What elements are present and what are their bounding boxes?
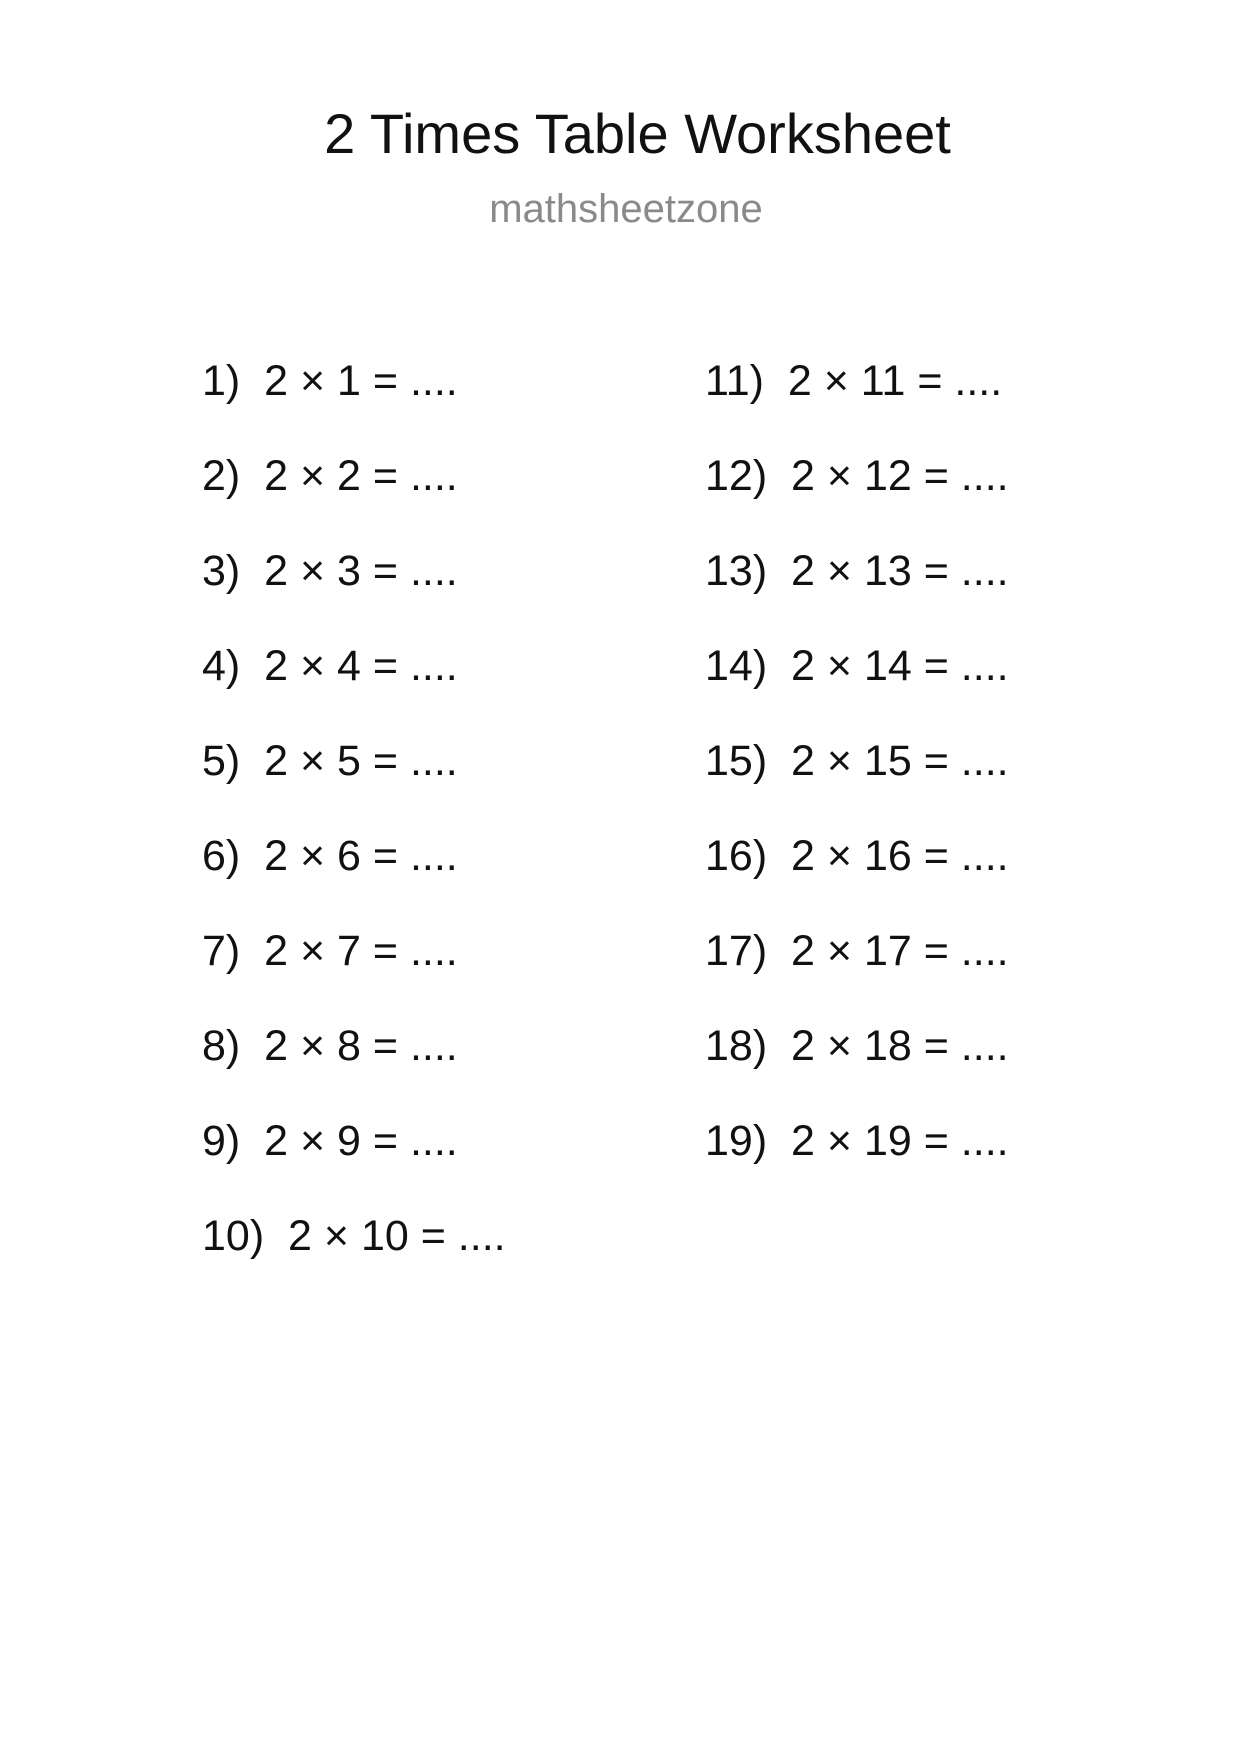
- problem-13: 13) 2 × 13 = ....: [705, 547, 1009, 595]
- problem-3: 3) 2 × 3 = ....: [202, 547, 458, 595]
- problem-18: 18) 2 × 18 = ....: [705, 1022, 1009, 1070]
- problem-7: 7) 2 × 7 = ....: [202, 927, 458, 975]
- problem-5: 5) 2 × 5 = ....: [202, 737, 458, 785]
- problem-column-right: [705, 356, 1009, 1211]
- problem-10: 10) 2 × 10 = ....: [202, 1212, 506, 1260]
- problem-column-left: [202, 356, 506, 1306]
- problem-12: 12) 2 × 12 = ....: [705, 452, 1009, 500]
- problem-9: 9) 2 × 9 = ....: [202, 1117, 458, 1165]
- problem-1: 1) 2 × 1 = ....: [202, 357, 458, 405]
- problem-17: 17) 2 × 17 = ....: [705, 927, 1009, 975]
- problem-6: 6) 2 × 6 = ....: [202, 832, 458, 880]
- page-title: 2 Times Table Worksheet: [324, 102, 951, 165]
- problem-4: 4) 2 × 4 = ....: [202, 642, 458, 690]
- problem-14: 14) 2 × 14 = ....: [705, 642, 1009, 690]
- problem-2: 2) 2 × 2 = ....: [202, 452, 458, 500]
- problem-15: 15) 2 × 15 = ....: [705, 737, 1009, 785]
- page-subtitle: mathsheetzone: [489, 187, 763, 231]
- problem-16: 16) 2 × 16 = ....: [705, 832, 1009, 880]
- problem-19: 19) 2 × 19 = ....: [705, 1117, 1009, 1165]
- problem-8: 8) 2 × 8 = ....: [202, 1022, 458, 1070]
- problem-11: 11) 2 × 11 = ....: [705, 357, 1003, 405]
